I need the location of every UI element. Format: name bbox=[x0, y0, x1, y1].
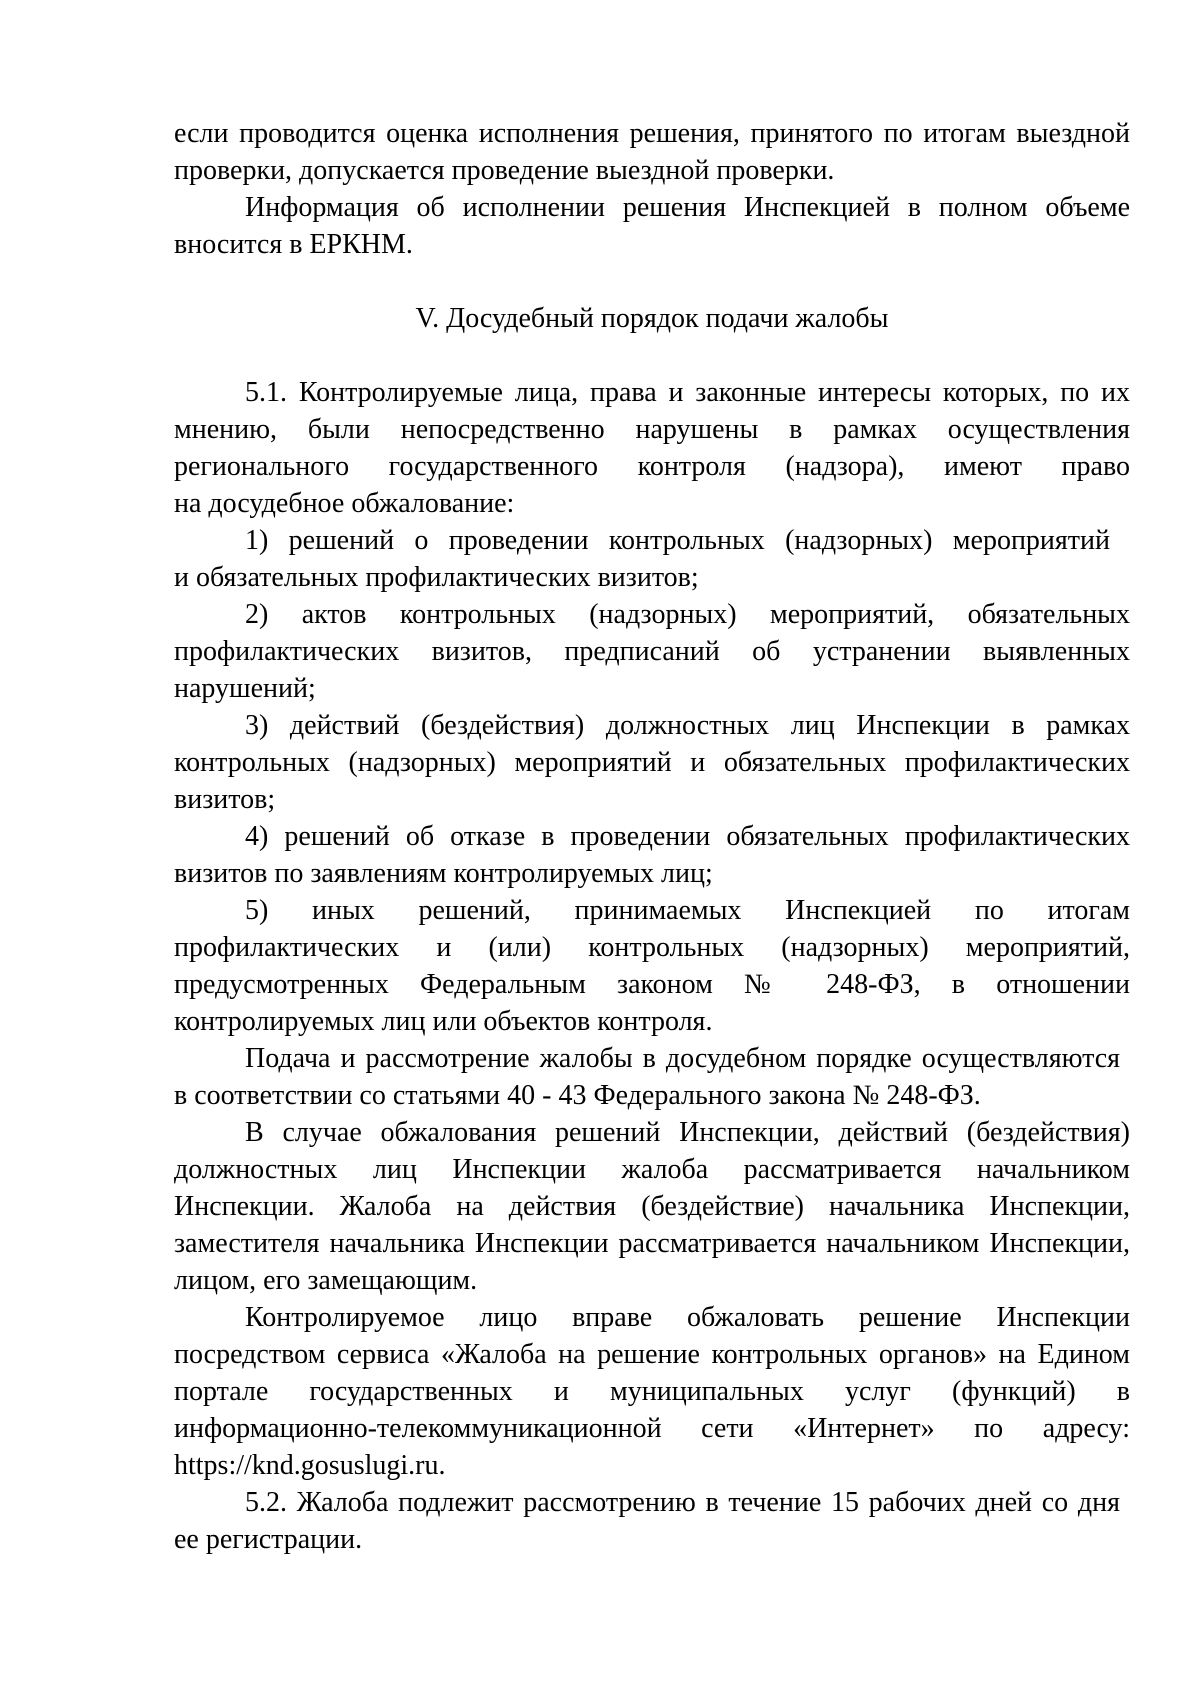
list-item-1-line: и обязательных профилактических визитов; bbox=[174, 562, 699, 593]
filing-paragraph-line: Подача и рассмотрение жалобы в досудебном порядке осуществляются bbox=[245, 1043, 1120, 1074]
appeal-paragraph-line: должностных лиц Инспекции жалоба рассматривается начальником bbox=[174, 1154, 1130, 1185]
list-item-3-line: визитов; bbox=[174, 784, 276, 815]
intro-line: проверки, допускается проведение выездной проверки. bbox=[174, 155, 835, 186]
p5-1-line: мнению, были непосредственно нарушены в рамках осуществления bbox=[174, 414, 1130, 445]
p5-1-line: регионального государственного контроля (надзора), имеют право bbox=[174, 451, 1130, 482]
list-item-4-line: 4) решений об отказе в проведении обязательных профилактических bbox=[245, 821, 1130, 852]
info-paragraph-line: вносится в ЕРКНМ. bbox=[174, 229, 413, 260]
p5-1-line: 5.1. Контролируемые лица, права и законные интересы которых, по их bbox=[245, 377, 1130, 408]
list-item-3-line: контрольных (надзорных) мероприятий и обязательных профилактических bbox=[174, 747, 1130, 778]
info-paragraph-line: Информация об исполнении решения Инспекцией в полном объеме bbox=[245, 192, 1130, 223]
service-paragraph-line: информационно-телекоммуникационной сети «Интернет» по адресу: bbox=[174, 1413, 1130, 1444]
list-item-5-line: 5) иных решений, принимаемых Инспекцией по итогам bbox=[245, 895, 1130, 926]
appeal-paragraph-line: В случае обжалования решений Инспекции, действий (бездействия) bbox=[245, 1117, 1130, 1148]
appeal-paragraph-line: Инспекции. Жалоба на действия (бездействие) начальника Инспекции, bbox=[174, 1191, 1130, 1222]
list-item-3-line: 3) действий (бездействия) должностных лиц Инспекции в рамках bbox=[245, 710, 1130, 741]
appeal-paragraph-line: лицом, его замещающим. bbox=[174, 1265, 478, 1296]
list-item-1-line: 1) решений о проведении контрольных (надзорных) мероприятий bbox=[245, 525, 1110, 556]
service-paragraph-line: портале государственных и муниципальных услуг (функций) в bbox=[174, 1376, 1130, 1407]
list-item-2-line: нарушений; bbox=[174, 673, 316, 704]
url-link: https://knd.gosuslugi.ru. bbox=[174, 1450, 446, 1481]
appeal-paragraph-line: заместителя начальника Инспекции рассматривается начальником Инспекции, bbox=[174, 1228, 1130, 1259]
list-item-5-line: профилактических и (или) контрольных (надзорных) мероприятий, bbox=[174, 932, 1130, 963]
section-heading: V. Досудебный порядок подачи жалобы bbox=[415, 303, 889, 334]
list-item-2-line: 2) актов контрольных (надзорных) мероприятий, обязательных bbox=[245, 599, 1130, 630]
list-item-2-line: профилактических визитов, предписаний об устранении выявленных bbox=[174, 636, 1130, 667]
service-paragraph-line: посредством сервиса «Жалоба на решение контрольных органов» на Едином bbox=[174, 1339, 1130, 1370]
list-item-5-line: контролируемых лиц или объектов контроля. bbox=[174, 1006, 713, 1037]
list-item-4-line: визитов по заявлениям контролируемых лиц; bbox=[174, 858, 713, 889]
p5-2-line: 5.2. Жалоба подлежит рассмотрению в течение 15 рабочих дней со дня bbox=[245, 1487, 1120, 1518]
filing-paragraph-line: в соответствии со статьями 40 - 43 Федерального закона № 248-ФЗ. bbox=[174, 1080, 981, 1111]
intro-line: если проводится оценка исполнения решения, принятого по итогам выездной bbox=[174, 118, 1130, 149]
service-paragraph-line: Контролируемое лицо вправе обжаловать решение Инспекции bbox=[245, 1302, 1130, 1333]
list-item-5-line: предусмотренных Федеральным законом № 248-ФЗ, в отношении bbox=[174, 969, 1130, 1000]
p5-1-line: на досудебное обжалование: bbox=[174, 488, 515, 519]
p5-2-line: ее регистрации. bbox=[174, 1524, 363, 1555]
